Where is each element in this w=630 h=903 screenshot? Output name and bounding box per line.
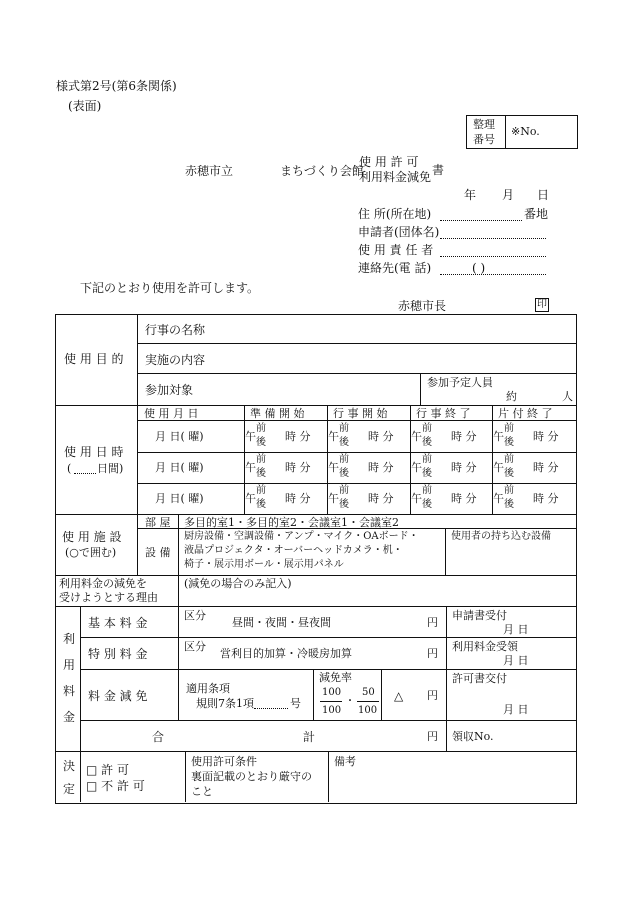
address-label: 住 所(所在地)	[358, 207, 432, 221]
rate-den-2: 100	[358, 705, 378, 716]
title-facility: まちづくり会館	[280, 164, 364, 178]
row1-c2-am: 前	[339, 423, 349, 434]
rate-num-2: 50	[362, 687, 375, 698]
header-cleanup-end: 片 付 終 了	[498, 407, 553, 420]
event-name-label: 行事の名称	[145, 323, 206, 337]
purpose-label: 使 用 目 的	[64, 352, 124, 366]
contact-label: 連絡先(電 話)	[358, 261, 432, 275]
row2-c4-gozen: 午	[493, 461, 504, 474]
row3-c3-am: 前	[422, 485, 432, 496]
row3-c3-hm: 時 分	[451, 492, 477, 505]
ref-label-1: 整理	[473, 118, 495, 131]
datetime-days: 日間)	[97, 462, 124, 475]
total-label-1: 合	[152, 730, 165, 744]
manager-label: 使 用 責 任 者	[358, 243, 434, 257]
reason-note: (減免の場合のみ記入)	[184, 577, 292, 590]
row3-c2-hm: 時 分	[368, 492, 394, 505]
row1-c4-pm: 後	[504, 437, 514, 448]
row1-month-day: 月 日( 曜)	[155, 430, 204, 443]
row1-c3-gozen: 午	[411, 430, 422, 443]
row2-c1-pm: 後	[256, 468, 266, 479]
equip-label: 設 備	[145, 546, 171, 559]
header-prep-start: 準 備 開 始	[250, 407, 305, 420]
receipt-app-label: 申請書受付	[452, 609, 507, 622]
datetime-label: 使 用 日 時	[64, 445, 124, 459]
special-options: 営利目的加算・冷暖房加算	[220, 647, 352, 660]
applicant-name-label: 申請者(団体名)	[358, 225, 440, 239]
clause-label: 適用条項	[186, 682, 230, 695]
row2-c4-am: 前	[504, 454, 514, 465]
target-label: 参加対象	[145, 383, 194, 397]
row2-c3-am: 前	[422, 454, 432, 465]
special-yen: 円	[427, 647, 438, 660]
special-kubun: 区分	[184, 640, 206, 653]
datetime-days-open: (	[67, 462, 72, 475]
date-day: 日	[537, 188, 550, 202]
row3-c4-am: 前	[504, 485, 514, 496]
row1-c3-hm: 時 分	[451, 430, 477, 443]
row3-c4-pm: 後	[504, 499, 514, 510]
fee-label-2: 用	[63, 658, 76, 672]
title-suffix: 書	[432, 163, 445, 177]
basic-yen: 円	[427, 616, 438, 629]
row3-c1-am: 前	[256, 485, 266, 496]
row3-c2-am: 前	[339, 485, 349, 496]
reason-label-2: 受けようとする理由	[59, 591, 158, 604]
row3-c4-gozen: 午	[493, 492, 504, 505]
expected-approx: 約	[506, 390, 517, 403]
expected-label: 参加予定人員	[427, 376, 493, 389]
permit-notice: 下記のとおり使用を許可します。	[80, 281, 260, 295]
reason-label-1: 利用料金の減免を	[59, 577, 147, 590]
fee-label-1: 利	[63, 632, 76, 646]
row3-c2-gozen: 午	[328, 492, 339, 505]
clause-go: 号	[290, 697, 301, 710]
form-number: 様式第2号(第6条関係)	[56, 79, 177, 93]
basic-fee-label: 基 本 料 金	[88, 616, 148, 630]
address-banchi: 番地	[524, 207, 549, 221]
condition-line-3: こと	[191, 785, 213, 798]
facility-label: 使 用 施 設	[62, 530, 122, 544]
row1-c2-pm: 後	[339, 437, 349, 448]
row2-c1-am: 前	[256, 454, 266, 465]
event-content-label: 実施の内容	[145, 353, 206, 367]
form-side: (表面)	[68, 99, 102, 113]
receipt-app-date: 月 日	[503, 623, 529, 636]
equip-line-2: 液晶プロジェクタ・オーバーヘッドカメラ・机・	[184, 545, 403, 556]
facility-sub: (○で囲む)	[65, 546, 117, 559]
row3-month-day: 月 日( 曜)	[155, 492, 204, 505]
rate-sep: ・	[345, 696, 355, 707]
row2-c2-hm: 時 分	[368, 461, 394, 474]
rate-num-1: 100	[322, 687, 342, 698]
row1-c4-am: 前	[504, 423, 514, 434]
decision-permit[interactable]: □ 許 可	[86, 763, 129, 777]
expected-people: 人	[562, 390, 573, 403]
seal-mark: 印	[537, 299, 547, 310]
row1-c3-am: 前	[422, 423, 432, 434]
row1-c1-hm: 時 分	[285, 430, 311, 443]
rate-den-1: 100	[322, 705, 342, 716]
reduction-yen: 円	[427, 689, 438, 702]
date-month: 月	[502, 188, 515, 202]
own-equip-label: 使用者の持ち込む設備	[451, 531, 551, 542]
header-use-date: 使 用 月 日	[144, 407, 199, 420]
row1-c1-am: 前	[256, 423, 266, 434]
clause-rule: 規則7条1項	[196, 697, 254, 710]
decision-label-1: 決	[63, 759, 76, 773]
row2-c3-hm: 時 分	[451, 461, 477, 474]
row2-month-day: 月 日( 曜)	[155, 461, 204, 474]
row2-c4-pm: 後	[504, 468, 514, 479]
receipt-fee-date: 月 日	[503, 654, 529, 667]
title-city: 赤穂市立	[185, 164, 234, 178]
reduction-triangle: △	[394, 689, 404, 703]
contact-paren: ( )	[472, 261, 486, 275]
room-label: 部 屋	[145, 516, 171, 529]
equip-line-1: 厨房設備・空調設備・アンプ・マイク・OAボード・	[184, 531, 419, 542]
row1-c2-gozen: 午	[328, 430, 339, 443]
date-year: 年	[464, 188, 477, 202]
row3-c1-gozen: 午	[245, 492, 256, 505]
row2-c2-gozen: 午	[328, 461, 339, 474]
row1-c1-gozen: 午	[245, 430, 256, 443]
row1-c2-hm: 時 分	[368, 430, 394, 443]
header-event-end: 行 事 終 了	[416, 407, 471, 420]
row2-c3-pm: 後	[422, 468, 432, 479]
fee-label-3: 料	[63, 684, 76, 698]
row1-c4-hm: 時 分	[533, 430, 559, 443]
row2-c1-hm: 時 分	[285, 461, 311, 474]
condition-line-2: 裏面記載のとおり厳守の	[191, 770, 312, 783]
basic-options: 昼間・夜間・昼夜間	[232, 616, 331, 629]
header-event-start: 行 事 開 始	[333, 407, 388, 420]
ref-value: ※No.	[511, 125, 540, 138]
fee-label-4: 金	[63, 710, 76, 724]
decision-label-2: 定	[63, 782, 76, 796]
total-yen: 円	[427, 730, 438, 743]
row3-c4-hm: 時 分	[533, 492, 559, 505]
row2-c4-hm: 時 分	[533, 461, 559, 474]
ref-label-2: 番号	[473, 133, 495, 146]
receipt-fee-label: 利用料金受領	[452, 640, 518, 653]
row2-c2-am: 前	[339, 454, 349, 465]
special-fee-label: 特 別 料 金	[88, 647, 148, 661]
room-options: 多目的室1・多目的室2・会議室1・会議室2	[184, 516, 399, 529]
row3-c3-pm: 後	[422, 499, 432, 510]
row2-c1-gozen: 午	[245, 461, 256, 474]
remarks-label: 備考	[334, 755, 356, 768]
row3-c1-hm: 時 分	[285, 492, 311, 505]
rate-label: 減免率	[319, 671, 352, 684]
row3-c3-gozen: 午	[411, 492, 422, 505]
mayor-label: 赤穂市長	[398, 299, 447, 313]
row2-c3-gozen: 午	[411, 461, 422, 474]
row1-c3-pm: 後	[422, 437, 432, 448]
reduction-label: 料 金 減 免	[88, 689, 148, 703]
equip-line-3: 椅子・展示用ボール・展示用パネル	[184, 559, 344, 570]
title-line-2: 利用料金減免	[359, 170, 432, 184]
basic-kubun: 区分	[184, 609, 206, 622]
decision-deny[interactable]: □ 不 許 可	[86, 779, 145, 793]
row3-c1-pm: 後	[256, 499, 266, 510]
row1-c1-pm: 後	[256, 437, 266, 448]
row2-c2-pm: 後	[339, 468, 349, 479]
receipt-permit-date: 月 日	[503, 703, 529, 716]
condition-line-1: 使用許可条件	[191, 755, 257, 768]
receipt-number-label: 領収No.	[452, 730, 494, 743]
receipt-permit-label: 許可書交付	[452, 672, 507, 685]
row3-c2-pm: 後	[339, 499, 349, 510]
title-line-1: 使 用 許 可	[359, 155, 419, 169]
total-label-2: 計	[303, 730, 316, 744]
row1-c4-gozen: 午	[493, 430, 504, 443]
